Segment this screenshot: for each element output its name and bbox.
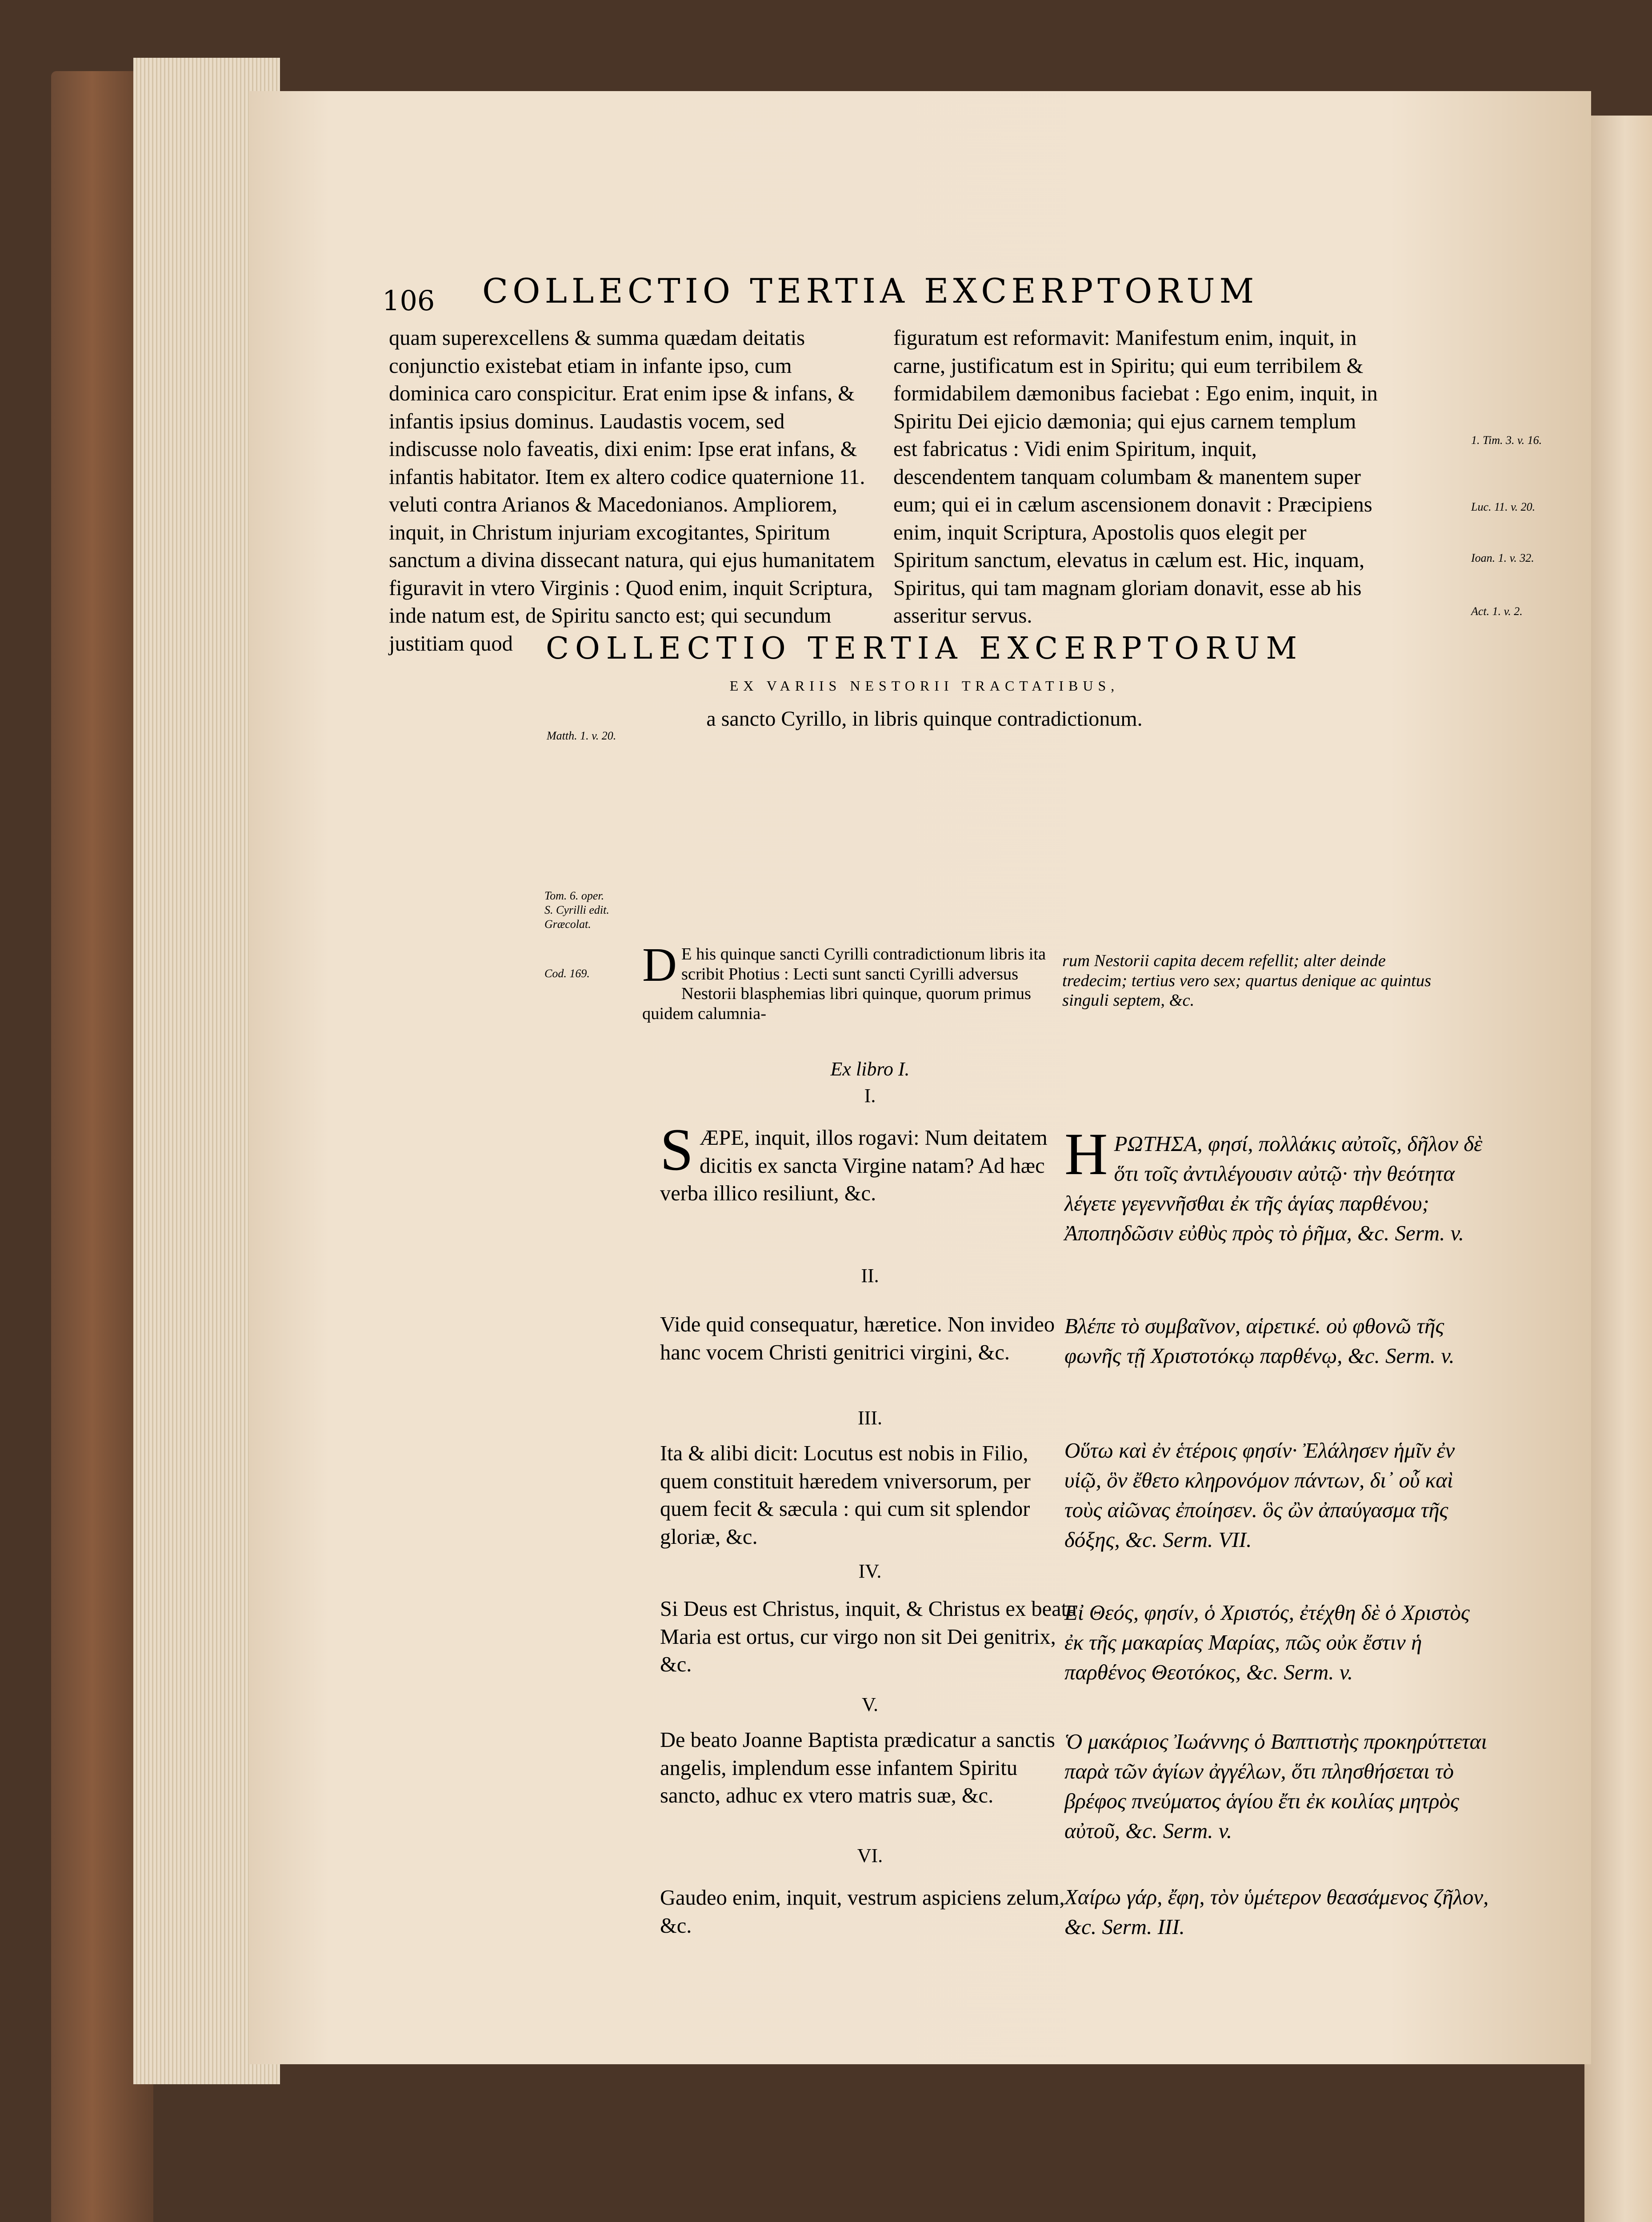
ex-libro: Ex libro I. — [830, 1058, 910, 1080]
entry-4-latin: Si Deus est Christus, inquit, & Christus ex beata Maria est ortus, cur virgo non sit Dei genitrix, &c. — [660, 1597, 1077, 1676]
numeral-6: VI. — [857, 1845, 883, 1866]
margin-note-luc: Luc. 11. v. 20. — [1471, 500, 1536, 513]
running-head — [382, 271, 1427, 320]
facing-page-edge — [1584, 116, 1652, 2222]
intro-dropcap: D — [642, 939, 677, 991]
entry-5-latin: De beato Joanne Baptista prædicatur a sanctis angelis, implendum esse infantem Spiritu sancto, adhuc ex vtero matris suæ, &c. — [660, 1728, 1055, 1807]
numeral-4: IV. — [858, 1560, 882, 1582]
entry-5-greek: Ὁ μακάριος Ἰωάννης ὁ Βαπτιστὴς προκηρύττεται παρὰ τῶν ἁγίων ἀγγέλων, ὅτι πλησθήσεται τὸ βρέφος πνεύματος ἁγίου ἔτι ἐκ κοιλίας μητρὸς αὐτοῦ, &c. Serm. v. — [1064, 1729, 1488, 1843]
entry-6-greek: Χαίρω γάρ, ἔφη, τὸν ὑμέτερον θεασάμενος ζῆλον, &c. Serm. III. — [1064, 1885, 1489, 1939]
numeral-2: II. — [861, 1265, 879, 1287]
margin-note-tim: 1. Tim. 3. v. 16. — [1471, 434, 1542, 447]
top-column-left: quam superexcellens & summa quædam deitatis conjunctio existebat etiam in infante ipso, cum dominica caro conspicitur. Erat enim ipse & infans, & infantis ipsius dominus. Laudastis vocem, sed indiscusse nolo faveatis, dixi enim: Ipse erat infans, & infantis habitator. Item ex altero codice quaternione 11. veluti contra Arianos & Macedonianos. Ampliorem, inquit, in Christum injuriam excogitantes, Spiritum sanctum a divina dissecant natura, qui ejus humanitatem figuravit in vtero Virginis : Quod enim, inquit Scriptura, inde natum est, de Spiritu sancto est; qui secundum justitiam quod — [389, 326, 875, 655]
intro-right: rum Nestorii capita decem refellit; alter deinde tredecim; tertius vero sex; quartus denique ac quintus singuli septem, &c. — [1062, 951, 1432, 1010]
entry-2-greek: Βλέπε τὸ συμβαῖνον, αἱρετικέ. οὐ φθονῶ τῆς φωνῆς τῇ Χριστοτόκῳ παρθένῳ, &c. Serm. v. — [1064, 1314, 1455, 1368]
running-title: COLLECTIO TERTIA EXCERPTORUM — [482, 271, 1259, 311]
margin-note-matth: Matth. 1. v. 20. — [547, 729, 616, 742]
entry-1-greek — [1064, 1121, 1493, 1248]
entry-1-greek-dropcap: H — [1064, 1121, 1108, 1187]
entry-1-dropcap: S — [660, 1117, 694, 1183]
section-subtitle-2: a sancto Cyrillo, in libris quinque contradictionum. — [706, 707, 1143, 731]
numeral-3: III. — [858, 1407, 882, 1429]
entry-1-greek-text: ΡΩΤΗΣΑ, φησί, πολλάκις αὐτοῖς, δῆλον δὲ ὅτι τοῖς ἀντιλέγουσιν αὐτῷ· τὴν θεότητα λέγετε γεγεννῆσθαι ἐκ τῆς ἁγίας παρθένου; Ἀποπηδῶσιν εὐθὺς πρὸς τὸ ῥῆμα, &c. Serm. v. — [1064, 1131, 1483, 1245]
section-title: COLLECTIO TERTIA EXCERPTORUM — [546, 631, 1303, 666]
intro-left — [642, 939, 1051, 1023]
margin-note-cod: Cod. 169. — [544, 967, 590, 980]
numeral-5: V. — [861, 1694, 879, 1715]
margin-note-tom: Tom. 6. oper. S. Cyrilli edit. Græcolat. — [544, 889, 609, 931]
entry-1-latin-text: ÆPE, inquit, illos rogavi: Num deitatem dicitis ex sancta Virgine natam? Ad hæc verba illico resiliunt, &c. — [660, 1126, 1048, 1205]
entry-3-greek: Οὕτω καὶ ἐν ἑτέροις φησίν· Ἐλάλησεν ἡμῖν ἐν υἱῷ, ὃν ἔθετο κληρονόμον πάντων, δι᾽ οὗ καὶ τοὺς αἰῶνας ἐποίησεν. ὃς ὢν ἀπαύγασμα τῆς δόξης, &c. Serm. VII. — [1064, 1438, 1455, 1552]
entry-2-latin: Vide quid consequatur, hæretice. Non invideo hanc vocem Christi genitrici virgini, &c. — [660, 1313, 1055, 1364]
margin-note-ioan: Ioan. 1. v. 32. — [1471, 552, 1534, 564]
top-column-right: figuratum est reformavit: Manifestum enim, inquit, in carne, justificatum est in Spiritu; qui eum terribilem & formidabilem dæmonibus faciebat : Ego enim, inquit, in Spiritu Dei ejicio dæmonia; qui ejus carnem templum est fabricatus : Vidi enim Spiritum, inquit, descendentem tanquam columbam & manentem super eum; qui ei in cælum ascensionem donavit : Præcipiens enim, inquit Scriptura, Apostolis quos elegit per Spiritum sanctum, elevatus in cælum est. Hic, inquam, Spiritus, qui tam magnam gloriam donavit, esse ab his asseritur servus. — [893, 326, 1378, 627]
intro-left-text: E his quinque sancti Cyrilli contradictionum libris ita scribit Photius : Lecti sunt sancti Cyrilli adversus Nestorii blasphemias libri quinque, quorum primus quidem calumnia- — [642, 945, 1046, 1023]
margin-note-act: Act. 1. v. 2. — [1471, 605, 1523, 618]
entry-6-latin: Gaudeo enim, inquit, vestrum aspiciens zelum, &c. — [660, 1886, 1065, 1938]
entry-3-latin: Ita & alibi dicit: Locutus est nobis in Filio, quem constituit hæredem vniversorum, per quem fecit & sæcula : qui cum sit splendor gloriæ, &c. — [660, 1442, 1031, 1549]
section-subtitle: EX VARIIS NESTORII TRACTATIBUS, — [729, 678, 1120, 694]
entry-1-latin — [660, 1117, 1080, 1208]
numeral-1: I. — [864, 1085, 876, 1107]
entry-4-greek: Εἰ Θεός, φησίν, ὁ Χριστός, ἐτέχθη δὲ ὁ Χριστὸς ἐκ τῆς μακαρίας Μαρίας, πῶς οὐκ ἔστιν ἡ παρθένος Θεοτόκος, &c. Serm. v. — [1064, 1600, 1470, 1684]
page-number: 106 — [382, 284, 435, 317]
